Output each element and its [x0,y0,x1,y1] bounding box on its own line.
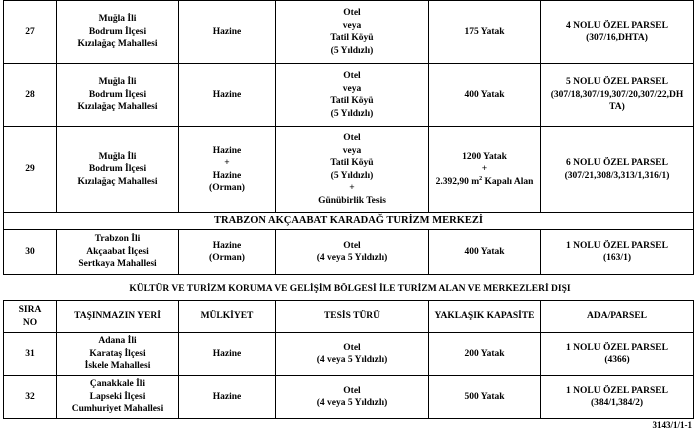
header-facility: TESİS TÜRÜ [276,301,429,333]
header-capacity: YAKLAŞIK KAPASİTE [429,301,541,333]
facility-cell: Otel (4 veya 5 Yıldızlı) [276,376,429,419]
ownership-cell: Hazine [179,1,276,64]
section-title-row [4,213,694,230]
location-cell: Trabzon İli Akçaabat İlçesi Sertkaya Mahallesi [57,230,179,275]
parcel-cell: 1 NOLU ÖZEL PARSEL (4366) [541,333,694,376]
upper-table [3,0,694,275]
table-row [4,333,694,376]
row-number: 28 [4,64,57,127]
table-row [4,230,694,275]
ownership-cell: Hazine [179,333,276,376]
capacity-cell: 1200 Yatak + 2.392,90 $m^2$ Kapalı Alan [429,127,541,213]
header-parcel: ADA/PARSEL [541,301,694,333]
page-number: 3143/1/1-1 [652,420,692,430]
ownership-cell: Hazine (Orman) [179,230,276,275]
row-number: 29 [4,127,57,213]
capacity-cell: 200 Yatak [429,333,541,376]
ownership-cell: Hazine [179,64,276,127]
parcel-cell: 5 NOLU ÖZEL PARSEL (307/18,307/19,307/20,307/22,DH TA) [541,64,694,127]
table-row [4,64,694,127]
row-number: 27 [4,1,57,64]
row-number: 30 [4,230,57,275]
header-location: TAŞINMAZIN YERİ [57,301,179,333]
location-cell: Muğla İli Bodrum İlçesi Kızılağaç Mahallesi [57,1,179,64]
header-row [4,301,694,333]
parcel-cell: 6 NOLU ÖZEL PARSEL (307/21,308/3,313/1,316/1) [541,127,694,213]
parcel-cell: 4 NOLU ÖZEL PARSEL (307/16,DHTA) [541,1,694,64]
table-row [4,127,694,213]
row-number: 32 [4,376,57,419]
facility-cell: Otel (4 veya 5 Yıldızlı) [276,333,429,376]
table-row [4,1,694,64]
parcel-cell: 1 NOLU ÖZEL PARSEL (163/1) [541,230,694,275]
location-cell: Çanakkale İli Lapseki İlçesi Cumhuriyet Mahallesi [57,376,179,419]
table-row [4,376,694,419]
capacity-cell: 500 Yatak [429,376,541,419]
location-cell: Muğla İli Bodrum İlçesi Kızılağaç Mahallesi [57,127,179,213]
facility-cell: Otel (4 veya 5 Yıldızlı) [276,230,429,275]
parcel-cell: 1 NOLU ÖZEL PARSEL (384/1,384/2) [541,376,694,419]
section-heading-outside-zones: KÜLTÜR VE TURİZM KORUMA VE GELİŞİM BÖLGESİ İLE TURİZM ALAN VE MERKEZLERİ DIŞI [129,284,571,294]
capacity-cell: 400 Yatak [429,230,541,275]
ownership-cell: Hazine + Hazine (Orman) [179,127,276,213]
header-ownership: MÜLKİYET [179,301,276,333]
lower-table [3,300,694,419]
ownership-cell: Hazine [179,376,276,419]
capacity-cell: 175 Yatak [429,1,541,64]
facility-cell: Otel veya Tatil Köyü (5 Yıldızlı) [276,1,429,64]
row-number: 31 [4,333,57,376]
facility-cell: Otel veya Tatil Köyü (5 Yıldızlı) + Günübirlik Tesis [276,127,429,213]
facility-cell: Otel veya Tatil Köyü (5 Yıldızlı) [276,64,429,127]
location-cell: Muğla İli Bodrum İlçesi Kızılağaç Mahallesi [57,64,179,127]
capacity-cell: 400 Yatak [429,64,541,127]
header-no: SIRA NO [4,301,57,333]
location-cell: Adana İli Karataş İlçesi İskele Mahallesi [57,333,179,376]
section-title: TRABZON AKÇAABAT KARADAĞ TURİZM MERKEZİ [4,213,694,230]
